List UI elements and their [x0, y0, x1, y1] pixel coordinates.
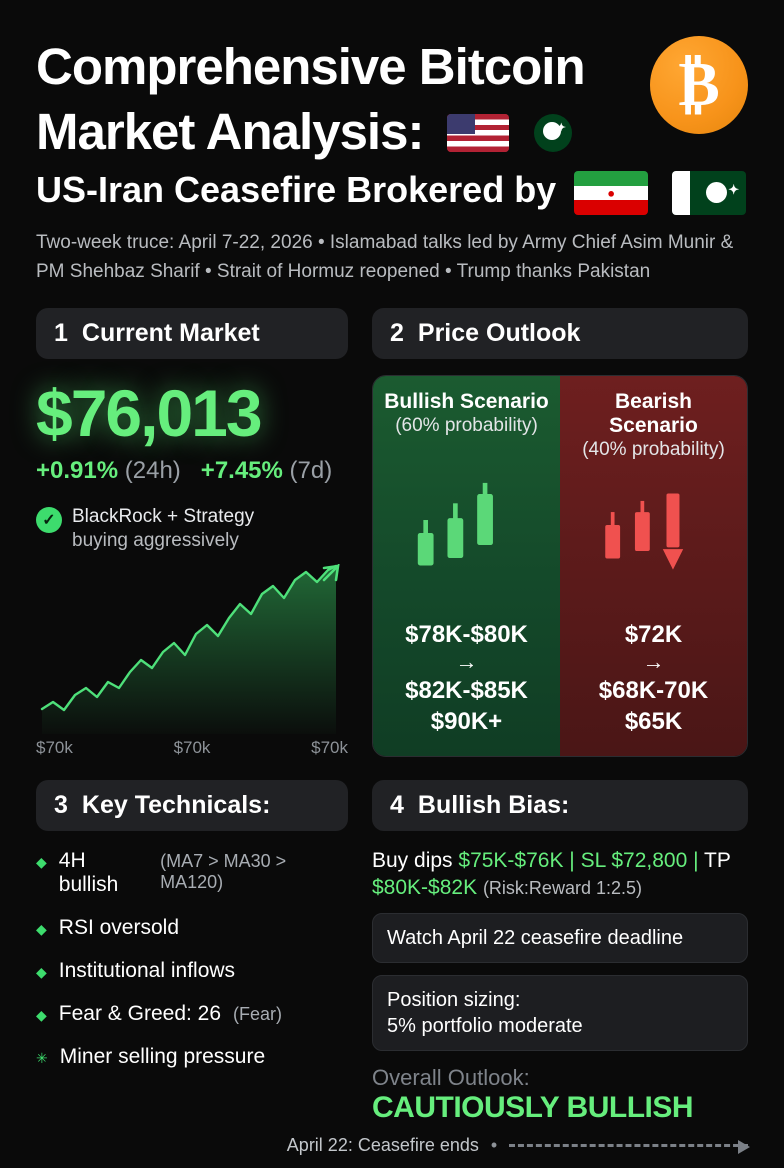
title-line-1: Comprehensive Bitcoin — [36, 38, 585, 95]
technical-detail: (MA7 > MA30 > MA120) — [160, 850, 287, 892]
diamond-bullet-icon: ◆ — [36, 963, 47, 980]
overall-outlook — [372, 1063, 748, 1125]
panel-bullish-bias — [372, 780, 748, 1126]
section-number: 3 — [54, 790, 68, 819]
section-number: 2 — [390, 319, 404, 348]
title-line-2: Market Analysis: ✦ — [36, 99, 748, 164]
panel-current-market — [36, 308, 348, 758]
section-label: Key Technicals: — [81, 790, 271, 819]
position-sizing-card — [372, 975, 748, 1051]
change-7d-label: (7d) — [289, 457, 333, 485]
list-item — [36, 916, 348, 940]
list-item — [36, 849, 348, 897]
trade-plan — [372, 847, 748, 902]
bearish-title: Bearish Scenario — [609, 390, 698, 438]
section-header-price-outlook — [372, 308, 748, 359]
section-label: Price Outlook — [417, 319, 581, 348]
bullish-target-1: $78K-$80K — [405, 620, 528, 648]
footer-dot: • — [490, 1134, 498, 1155]
page-title — [36, 34, 748, 165]
diamond-bullet-icon: ◆ — [36, 853, 47, 870]
change-7d-value: +7.45% — [200, 457, 283, 485]
buy-label: Buy dips — [372, 848, 453, 872]
footer-text: April 22: Ceasefire ends — [286, 1134, 479, 1155]
summary-text: Two-week truce: April 7-22, 2026 • Islamabad talks led by Army Chief Asim Munir & PM Shehbaz Sharif • Strait of Hormuz reopened • Trump thanks Pakistan — [36, 232, 734, 282]
technical-label: Fear & Greed: 26 — [58, 1001, 222, 1025]
technical-detail: (Fear) — [233, 1003, 283, 1024]
note-line-2: buying aggressively — [72, 530, 239, 552]
header — [36, 34, 748, 286]
panel-key-technicals — [36, 780, 348, 1126]
note-line-1: BlackRock + Strategy — [72, 506, 255, 528]
tp-range: $80K-$82K — [372, 875, 478, 899]
bullish-title: Bullish Scenario — [384, 390, 549, 414]
bearish-candles-chart — [570, 461, 737, 619]
bullish-scenario-card — [373, 376, 560, 756]
bullish-candles-chart — [383, 437, 550, 619]
change-24h-value: +0.91% — [36, 457, 119, 485]
diamond-bullet-icon: ◆ — [36, 920, 47, 937]
bearish-candles-svg — [570, 461, 737, 619]
overall-outlook-value: CAUTIOUSLY BULLISH — [372, 1091, 694, 1125]
price-sparkline-chart — [36, 564, 348, 734]
bearish-target-3: $65K — [624, 708, 683, 736]
iran-flag-icon: ● — [574, 171, 648, 215]
buy-range: $75K-$76K | SL $72,800 | — [458, 848, 699, 872]
bearish-target-2: $68K-70K — [598, 676, 709, 704]
overall-outlook-label: Overall Outlook: — [372, 1065, 530, 1091]
sparkline-axis — [36, 738, 348, 758]
technical-label: Miner selling pressure — [59, 1044, 266, 1068]
diamond-bullet-icon: ◆ — [36, 1006, 47, 1023]
bias-content — [372, 847, 748, 1126]
institutional-note — [36, 505, 348, 554]
technical-label: Institutional inflows — [58, 958, 236, 982]
bearish-scenario-card — [560, 376, 747, 756]
bullish-target-2: $82K-$85K — [405, 676, 528, 704]
list-item — [36, 959, 348, 983]
position-line-2: 5% portfolio moderate — [387, 1015, 583, 1038]
section-header-current-market — [36, 308, 348, 359]
bullish-target-3: $90K+ — [430, 708, 503, 736]
bitcoin-icon — [650, 36, 748, 134]
section-label: Bullish Bias: — [417, 790, 570, 819]
check-icon: ✓ — [36, 507, 62, 533]
bearish-target-1: $72K — [624, 620, 683, 648]
bullish-targets — [383, 619, 550, 738]
bearish-arrow: → — [642, 649, 665, 675]
bullish-probability: (60% probability) — [395, 415, 538, 437]
section-number: 1 — [54, 319, 68, 348]
sparkline-svg — [36, 564, 348, 734]
section-header-bullish-bias — [372, 780, 748, 831]
pakistan-flag-circle-icon: ✦ — [534, 114, 572, 152]
technical-label: 4H bullish — [58, 848, 119, 896]
axis-label-2: $70k — [311, 737, 348, 757]
price-changes — [36, 457, 348, 485]
bullish-candles-svg — [383, 437, 550, 619]
pakistan-flag-icon: ✦ — [672, 171, 746, 215]
section-header-key-technicals — [36, 780, 348, 831]
change-24h-label: (24h) — [124, 457, 181, 485]
list-item — [36, 1045, 348, 1069]
btc-price: $76,013 — [36, 376, 261, 451]
bullish-arrow: → — [455, 649, 478, 675]
top-panels — [36, 308, 748, 758]
risk-reward: (Risk:Reward 1:2.5) — [482, 877, 642, 898]
position-line-1: Position sizing: — [387, 989, 521, 1012]
technicals-list — [36, 849, 348, 1069]
watch-card: Watch April 22 ceasefire deadline — [372, 913, 748, 963]
scenario-comparison — [372, 375, 748, 757]
axis-label-0: $70k — [36, 737, 73, 757]
page-subtitle: US-Iran Ceasefire Brokered by ● ✦ — [36, 169, 748, 213]
timeline-arrow — [509, 1144, 748, 1147]
list-item — [36, 1002, 348, 1026]
bearish-targets — [570, 619, 737, 738]
timeline-footer — [0, 1122, 784, 1168]
bearish-probability: (40% probability) — [582, 439, 725, 461]
axis-label-1: $70k — [173, 737, 211, 757]
asterisk-bullet-icon: ✳ — [36, 1049, 48, 1066]
section-label: Current Market — [81, 319, 260, 348]
us-flag-icon — [447, 114, 509, 152]
technical-label: RSI oversold — [58, 915, 179, 939]
section-number: 4 — [390, 790, 404, 819]
bottom-panels — [36, 780, 748, 1126]
bitcoin-symbol: ₿ — [678, 50, 720, 119]
tp-label: TP — [704, 848, 731, 872]
panel-price-outlook — [372, 308, 748, 758]
